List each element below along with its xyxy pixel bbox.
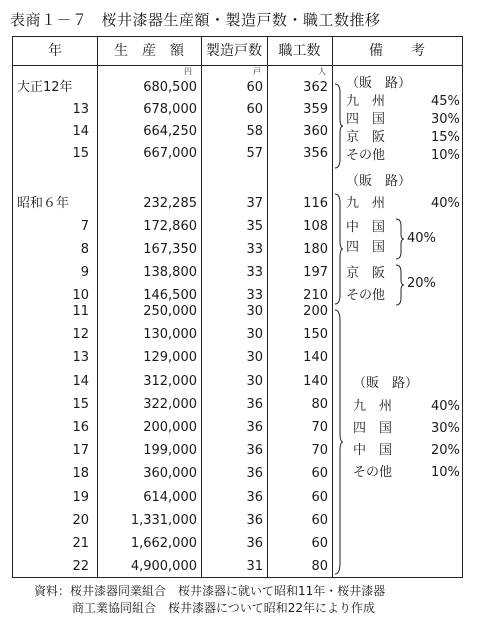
remark-region: 九 州 [353, 399, 393, 414]
remark-percent: 30% [431, 421, 460, 436]
row-production: 360,000 [143, 466, 197, 482]
remark-region: 九 州 [346, 196, 386, 211]
row-factories: 30 [246, 350, 263, 366]
row-workers: 60 [311, 512, 328, 528]
row-workers: 116 [303, 196, 328, 211]
row-production: 130,000 [143, 327, 197, 343]
row-production: 1,662,000 [130, 536, 197, 551]
remark-region: 京 阪 [346, 130, 386, 145]
row-factories: 30 [246, 327, 263, 343]
row-production: 167,350 [143, 242, 197, 257]
row-factories: 36 [246, 512, 263, 528]
row-factories: 58 [246, 124, 263, 139]
row-factories: 36 [246, 489, 263, 505]
column-divider [332, 37, 333, 577]
row-production: 667,000 [143, 146, 197, 161]
row-production: 172,860 [143, 219, 197, 234]
row-factories: 35 [246, 219, 263, 234]
row-factories: 30 [246, 304, 263, 319]
row-workers: 70 [311, 420, 328, 435]
row-year: 13 [72, 102, 89, 117]
row-workers: 80 [311, 559, 328, 575]
row-year: 22 [72, 559, 89, 575]
row-year: 13 [72, 350, 89, 366]
row-factories: 60 [246, 102, 263, 117]
row-workers: 70 [311, 443, 328, 459]
unit-yen: 円 [184, 67, 192, 76]
row-workers: 150 [303, 327, 328, 343]
header-year: 年 [48, 43, 62, 59]
row-year: 昭和６年 [17, 196, 70, 211]
row-factories: 33 [246, 265, 263, 280]
remark-percent: 30% [431, 112, 460, 127]
row-workers: 108 [303, 219, 328, 234]
footnote-line-2: 商工業協同組合 桜井漆器について昭和22年により作成 [72, 601, 376, 615]
source-footnote [34, 583, 385, 617]
remark-region: その他 [346, 288, 386, 303]
remark-percent: 40% [431, 399, 460, 414]
row-factories: 30 [246, 373, 263, 389]
remark-region: その他 [346, 148, 386, 163]
row-production: 664,250 [143, 124, 197, 139]
row-workers: 140 [303, 373, 328, 389]
remark-percent: 10% [431, 465, 460, 480]
row-production: 680,500 [143, 80, 197, 95]
row-factories: 37 [246, 196, 263, 211]
remark-percent: 20% [407, 276, 436, 291]
row-production: 129,000 [143, 350, 197, 366]
row-year: 18 [72, 466, 89, 482]
remark-percent: 15% [431, 130, 460, 145]
header-remarks: 備 考 [369, 43, 425, 59]
header-factories: 製造戸数 [206, 43, 262, 59]
remark-percent: 45% [431, 94, 460, 109]
header-divider [13, 65, 462, 66]
row-production: 322,000 [143, 396, 197, 412]
row-production: 232,285 [143, 196, 197, 211]
unit-households: 戸 [253, 67, 261, 76]
row-year: 10 [72, 288, 89, 303]
row-year: 14 [72, 124, 89, 139]
table-title-text: 桜井漆器生産額・製造戸数・職工数推移 [101, 11, 381, 29]
row-workers: 210 [303, 288, 328, 303]
header-production: 生 産 額 [114, 43, 184, 59]
remark-region: 四 国 [346, 112, 386, 127]
row-year: 9 [80, 265, 89, 280]
group-brace [334, 83, 344, 169]
group-brace [334, 193, 344, 305]
row-workers: 359 [303, 102, 328, 117]
remark-percent: 40% [407, 231, 436, 246]
row-production: 138,800 [143, 265, 197, 280]
remark-region: 四 国 [353, 421, 393, 436]
row-production: 312,000 [143, 373, 197, 389]
row-factories: 33 [246, 242, 263, 257]
row-year: 17 [72, 443, 89, 459]
remark-percent: 20% [431, 443, 460, 458]
remark-heading-3: （販 路） [353, 376, 419, 391]
row-year: 16 [72, 420, 89, 435]
row-year: 19 [72, 489, 89, 505]
row-factories: 60 [246, 80, 263, 95]
row-factories: 36 [246, 536, 263, 551]
remark-region: その他 [353, 465, 393, 480]
row-production: 146,500 [143, 288, 197, 303]
row-production: 678,000 [143, 102, 197, 117]
row-workers: 60 [311, 466, 328, 482]
row-workers: 197 [303, 265, 328, 280]
pair-brace [395, 218, 405, 260]
remark-region: 京 阪 [346, 266, 386, 281]
header-workers: 職工数 [278, 43, 321, 59]
row-production: 250,000 [143, 304, 197, 319]
row-year: 大正12年 [17, 80, 73, 95]
row-year: 8 [80, 242, 89, 257]
row-production: 614,000 [143, 489, 197, 505]
row-production: 199,000 [143, 443, 197, 459]
remark-heading-2: （販 路） [346, 174, 412, 189]
row-year: 15 [72, 146, 89, 161]
row-year: 11 [72, 304, 89, 319]
row-workers: 362 [303, 80, 328, 95]
row-year: 21 [72, 536, 89, 551]
row-year: 12 [72, 327, 89, 343]
row-workers: 80 [311, 396, 328, 412]
remark-heading-1: （販 路） [346, 76, 412, 91]
row-year: 7 [80, 219, 89, 234]
row-production: 200,000 [143, 420, 197, 435]
remark-region: 九 州 [346, 94, 386, 109]
statistics-table [12, 36, 463, 578]
row-factories: 33 [246, 288, 263, 303]
footnote-line-1: 資料：桜井漆器同業組合 桜井漆器に就いて昭和11年・桜井漆器 [34, 584, 386, 598]
remark-percent: 10% [431, 148, 460, 163]
table-title [10, 9, 381, 30]
group-brace [334, 309, 344, 575]
row-workers: 60 [311, 536, 328, 551]
row-year: 14 [72, 373, 89, 389]
row-factories: 36 [246, 466, 263, 482]
row-workers: 140 [303, 350, 328, 366]
row-workers: 60 [311, 489, 328, 505]
row-factories: 36 [246, 443, 263, 459]
remark-percent: 40% [431, 196, 460, 211]
row-factories: 57 [246, 146, 263, 161]
row-production: 1,331,000 [130, 512, 197, 528]
row-year: 15 [72, 396, 89, 412]
row-workers: 180 [303, 242, 328, 257]
row-workers: 356 [303, 146, 328, 161]
row-year: 20 [72, 512, 89, 528]
row-factories: 31 [246, 559, 263, 575]
pair-brace [395, 264, 405, 306]
remark-region: 中 国 [346, 220, 386, 235]
unit-persons: 人 [318, 67, 326, 76]
row-workers: 360 [303, 124, 328, 139]
table-number: 表商１－７ [10, 11, 88, 29]
row-factories: 36 [246, 396, 263, 412]
remark-region: 四 国 [346, 240, 386, 255]
row-production: 4,900,000 [130, 559, 197, 575]
remark-region: 中 国 [353, 443, 393, 458]
row-workers: 200 [303, 304, 328, 319]
row-factories: 36 [246, 420, 263, 435]
